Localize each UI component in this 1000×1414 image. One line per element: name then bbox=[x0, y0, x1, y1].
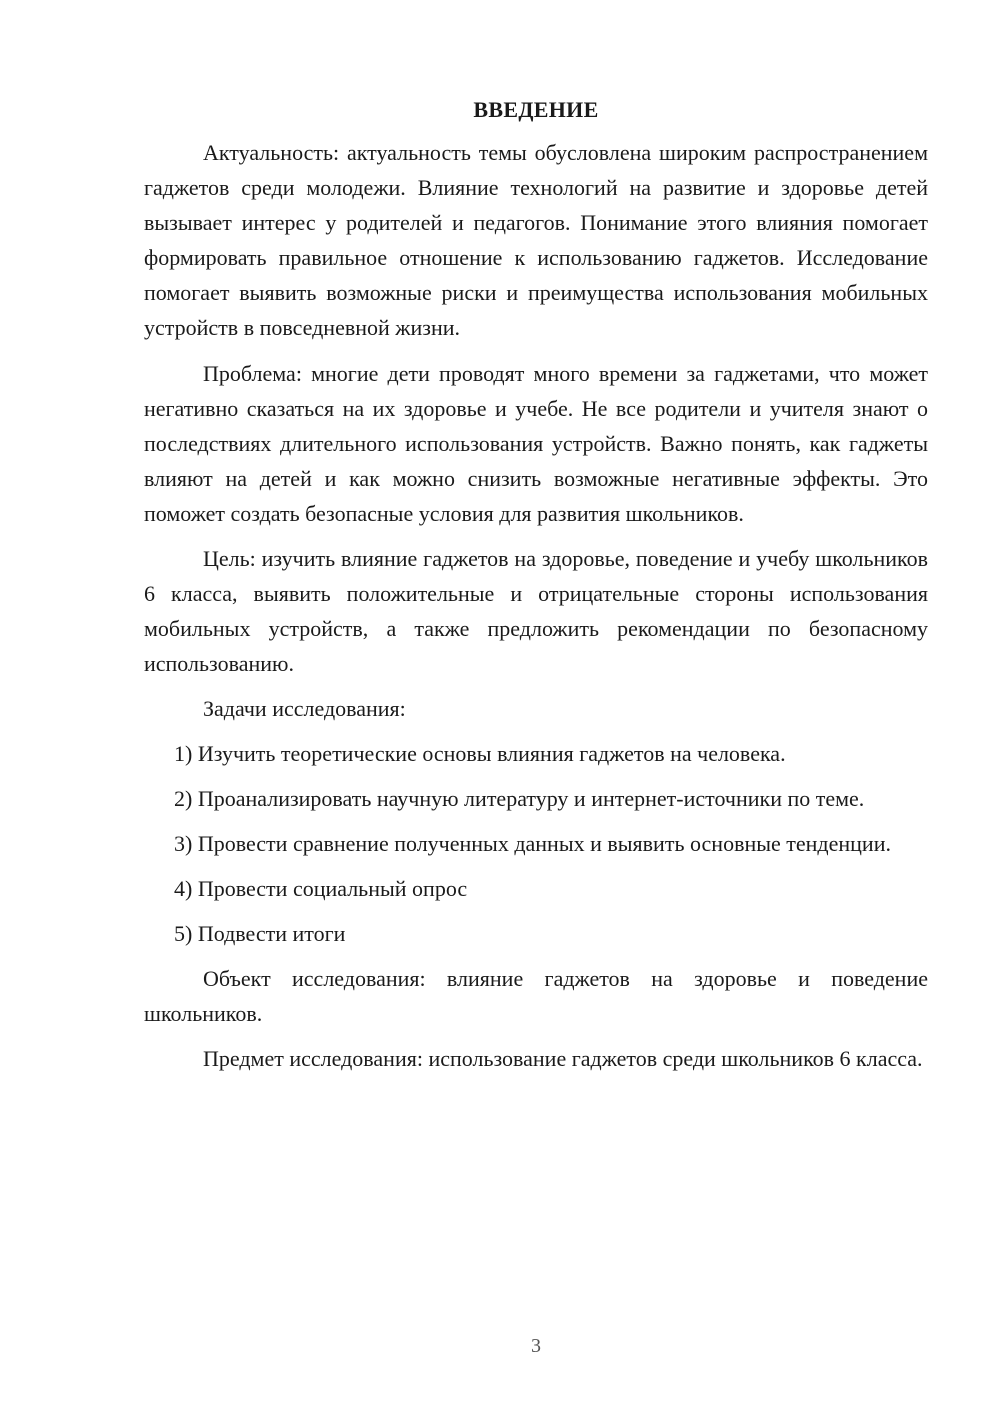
page-content bbox=[144, 94, 928, 1086]
task-item-5: 5) Подвести итоги bbox=[174, 921, 346, 946]
task-item-1: 1) Изучить теоретические основы влияния гаджетов на человека. bbox=[174, 741, 786, 766]
subject-paragraph: Предмет исследования: использование гаджетов среди школьников 6 класса. bbox=[203, 1046, 923, 1071]
task-item-4: 4) Провести социальный опрос bbox=[174, 876, 468, 901]
object-paragraph: Объект исследования: влияние гаджетов на здоровье и поведение школьников. bbox=[144, 966, 928, 1026]
goal-paragraph: Цель: изучить влияние гаджетов на здоровье, поведение и учебу школьников 6 класса, выявить положительные и отрицательные стороны использования мобильных устройств, а также предложить рекомендации по безопасному использованию. bbox=[144, 546, 928, 676]
tasks-list bbox=[144, 736, 928, 951]
problem-paragraph: Проблема: многие дети проводят много времени за гаджетами, что может негативно сказаться на их здоровье и учебе. Не все родители и учителя знают о последствиях длительного использования устройств. Важно понять, как гаджеты влияют на детей и как можно снизить возможные негативные эффекты. Это поможет создать безопасные условия для развития школьников. bbox=[144, 361, 928, 526]
task-item-2: 2) Проанализировать научную литературу и интернет-источники по теме. bbox=[174, 786, 865, 811]
page-number: 3 bbox=[531, 1335, 541, 1357]
tasks-title: Задачи исследования: bbox=[203, 696, 406, 721]
relevance-paragraph: Актуальность: актуальность темы обусловлена широким распространением гаджетов среди молодежи. Влияние технологий на развитие и здоровье детей вызывает интерес у родителей и педагогов. Понимание этого влияния помогает формировать правильное отношение к использованию гаджетов. Исследование помогает выявить возможные риски и преимущества использования мобильных устройств в повседневной жизни. bbox=[144, 140, 928, 340]
page-heading: ВВЕДЕНИЕ bbox=[473, 97, 599, 122]
task-item-3: 3) Провести сравнение полученных данных и выявить основные тенденции. bbox=[174, 831, 891, 856]
